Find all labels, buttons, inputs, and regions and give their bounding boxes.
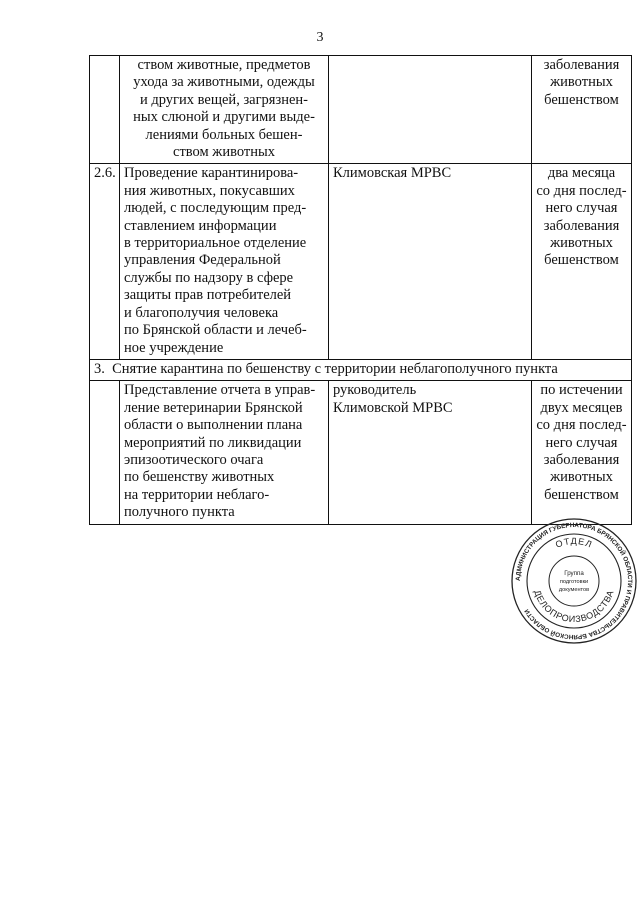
row-number-cell [90,381,120,524]
stamp-department-bottom: ДЕЛОПРОИЗВОДСТВА [532,588,616,625]
cell-line: Проведение карантинирова- [124,165,299,182]
cell-line: ных слюной и другими выде- [133,109,315,126]
page-number: 3 [316,30,324,45]
cell-line: получного пункта [124,504,235,521]
cell-line: по истечении [540,382,623,399]
cell-line: заболевания [543,57,620,73]
cell-line: Представление отчета в управ- [124,382,316,399]
cell-line: в территориальное отделение [124,235,307,252]
action-cell [120,164,329,359]
term-cell [532,56,632,164]
cell-line: ставлением информации [124,217,277,234]
table-row [90,164,632,359]
cell-line: ление ветеринарии Брянской [124,399,303,416]
cell-line: ния животных, покусавших [124,182,295,199]
stamp-center-line-3: документов [558,587,590,593]
action-cell [120,381,329,524]
stamp-center-line-2: подготовки [559,579,589,585]
cell-line: заболевания [543,451,620,468]
cell-line: со дня послед- [536,417,627,434]
cell-line: него случая [545,434,618,451]
cell-line: эпизоотического очага [124,451,264,468]
cell-line: на территории неблаго- [124,486,270,503]
cell-line: него случая [545,200,618,217]
cell-line: области о выполнении плана [124,417,303,434]
cell-line: людей, с последующим пред- [124,200,307,217]
cell-line: ухода за животными, одежды [133,74,315,91]
cell-line: по Брянской области и лечеб- [124,322,307,339]
cell-line: ное учреждение [124,339,224,356]
cell-line: ством животных [173,144,275,161]
cell-line: двух месяцев [540,399,623,416]
cell-line: два месяца [547,165,616,182]
cell-line: службы по надзору в сфере [124,269,294,286]
row-number-cell [90,56,120,164]
term-cell [532,164,632,359]
cell-line: животных [550,235,613,252]
cell-line: заболевания [543,217,620,234]
responsible-cell [329,381,532,524]
term-cell [532,381,632,524]
stamp-center-line-1: Группа [564,570,584,577]
cell-line: животных [550,74,613,91]
cell-line: мероприятий по ликвидации [124,434,302,451]
stamp-outer-text: АДМИНИСТРАЦИЯ ГУБЕРНАТОРА БРЯНСКОЙ ОБЛАСТИ И ПРАВИТЕЛЬСТВА БРЯНСКОЙ ОБЛАСТИ [514,521,634,641]
cell-line: животных [550,469,613,486]
document-table [89,55,632,525]
cell-line: и благополучия человека [124,304,279,321]
cell-line: руководитель [333,382,417,399]
stamp-department-top: ОТДЕЛ [554,535,595,550]
action-cell [120,56,329,164]
section-heading [90,359,632,380]
table-row [90,381,632,524]
section-row [90,359,632,380]
cell-line: управления Федеральной [124,252,281,269]
cell-line: ством животные, предметов [137,57,311,73]
office-stamp [510,517,638,645]
cell-line: Климовской МРВС [333,399,453,416]
cell-line: бешенством [544,91,619,108]
row-number-cell: 2.6. [90,164,120,359]
section-number: 3. [94,360,105,377]
table-row [90,56,632,164]
cell-line: по бешенству животных [124,469,275,486]
cell-line: Климовская МРВС [333,165,452,182]
cell-line: защиты прав потребителей [124,287,292,304]
cell-line: бешенством [544,486,619,503]
cell-line: бешенством [544,252,619,269]
section-title: Снятие карантина по бешенству с территории неблагополучного пункта [112,360,558,377]
svg-text:ОТДЕЛ [554,536,594,550]
responsible-cell [329,56,532,164]
cell-line: и других вещей, загрязнен- [139,91,308,108]
stamp-graphic [510,517,638,645]
cell-line: лениями больных бешен- [145,126,303,143]
responsible-cell [329,164,532,359]
cell-line: со дня послед- [536,182,627,199]
